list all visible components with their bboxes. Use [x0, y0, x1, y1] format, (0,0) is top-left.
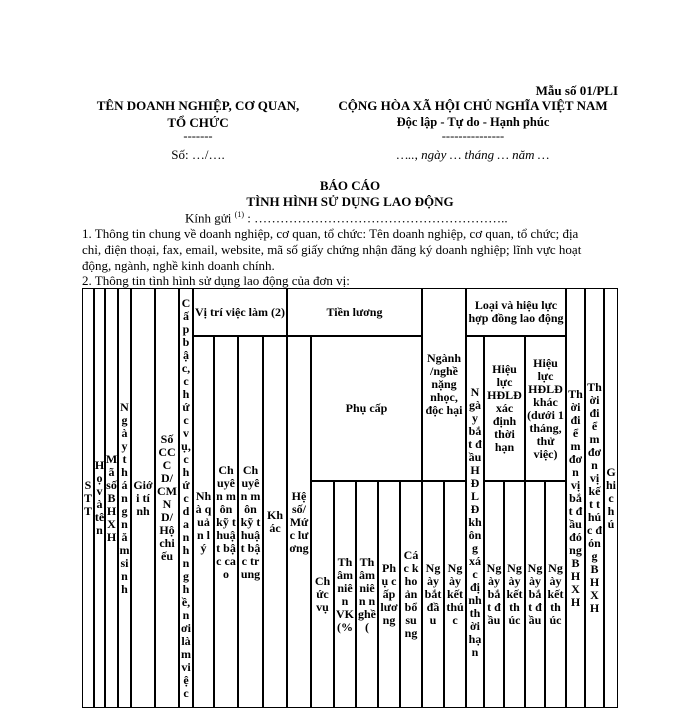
org-name-line2: TỔ CHỨC	[167, 115, 229, 130]
labor-table	[82, 288, 618, 708]
group-allowance: Phụ cấp	[311, 336, 422, 481]
col-rank-position: Cấp bậc, chức vụ, chức danh nghề, nơi làm việc	[179, 288, 193, 708]
group-salary: Tiền lương	[287, 288, 422, 336]
report-subtitle: TÌNH HÌNH SỬ DỤNG LAO ĐỘNG	[246, 194, 454, 209]
group-job-position: Vị trí việc làm (2)	[193, 288, 287, 336]
country-name: CỘNG HÒA XÃ HỘI CHỦ NGHĨA VIỆT NAM	[338, 98, 608, 113]
col-seniority-beyond-frame: Thâm niên VK (%	[334, 481, 356, 708]
info-line2: chỉ, điện thoại, fax, email, website, mã số giấy chứng nhận đăng ký doanh nghiệp; lĩnh vực hoạt	[82, 242, 582, 257]
addressee-line	[185, 210, 508, 226]
report-title: BÁO CÁO	[319, 178, 381, 193]
col-other-contract-start: Ngày bắt đầu	[525, 481, 545, 708]
col-date-of-birth: Ngày tháng năm sinh	[118, 288, 131, 708]
right-divider: ---------------	[441, 129, 505, 143]
date-line: ….., ngày … tháng … năm …	[396, 147, 550, 162]
col-other-position: Khác	[263, 336, 287, 708]
addressee-blank: : …………………………………………………..	[247, 210, 508, 226]
labor-info-heading: 2. Thông tin tình hình sử dụng lao động của đơn vị:	[82, 273, 350, 288]
group-fixed-term-contract: Hiệu lực HĐLĐ xác định thời hạn	[484, 336, 525, 481]
left-divider: -------	[183, 129, 213, 143]
col-fixed-term-end: Ngày kết thúc	[504, 481, 525, 708]
col-position-allowance: Chức vụ	[311, 481, 334, 708]
col-salary-coefficient: Hệ số/Mức lương	[287, 336, 311, 708]
col-other-contract-end: Ngày kết thúc	[545, 481, 566, 708]
col-additional-payments: Các khoản bổ sung	[400, 481, 422, 708]
info-line3: động, ngành, nghề kinh doanh chính.	[82, 258, 275, 273]
form-code: Mẫu số 01/PLI	[535, 83, 618, 98]
col-insurance-start: Thời điểm đơn vị bắt đầu đóng BHXH	[566, 288, 585, 708]
group-other-contract: Hiệu lực HĐLĐ khác (dưới 1 tháng, thử việc)	[525, 336, 566, 481]
addressee-prefix: Kính gửi	[185, 210, 232, 226]
col-indefinite-contract-start: Ngày bắt đầu HĐLĐ không xác định thời hạn	[466, 336, 484, 708]
col-salary-allowance: Phụ cấp lương	[378, 481, 400, 708]
document-number: Số: …/….	[171, 147, 225, 162]
addressee-footnote: (1)	[234, 210, 244, 219]
col-full-name: Họ và tên	[94, 288, 105, 708]
col-seniority-profession: Thâm niên nghề (	[356, 481, 378, 708]
group-labor-contract: Loại và hiệu lực hợp đồng lao động	[466, 288, 566, 336]
col-fixed-term-start: Ngày bắt đầu	[484, 481, 504, 708]
org-name-line1: TÊN DOANH NGHIỆP, CƠ QUAN,	[96, 98, 300, 113]
col-hazardous-end-date: Ngày kết thúc	[444, 481, 466, 708]
col-mid-level-specialist: Chuyên môn kỹ thuật bậc trung	[238, 336, 263, 708]
col-social-insurance-code: Mã số BHXH	[105, 288, 118, 708]
col-insurance-end: Thời điểm đơn vị kết thúc đóng BHXH	[585, 288, 604, 708]
group-hazardous-occupation: Ngành /nghề nặng nhọc, độc hại	[422, 288, 466, 481]
col-manager: Nhà quản lý	[193, 336, 214, 708]
col-notes: Ghi chú	[604, 288, 618, 708]
col-stt: STT	[82, 288, 94, 708]
col-gender: Giới tính	[131, 288, 155, 708]
info-line1: 1. Thông tin chung về doanh nghiệp, cơ quan, tổ chức: Tên doanh nghiệp, cơ quan, tổ chức; địa	[82, 226, 579, 241]
col-id-number: Số CCCD/CMND/Hộ chiếu	[155, 288, 179, 708]
col-hazardous-start-date: Ngày bắt đầu	[422, 481, 444, 708]
national-motto: Độc lập - Tự do - Hạnh phúc	[396, 115, 550, 129]
col-high-level-specialist: Chuyên môn kỹ thuật bậc cao	[214, 336, 238, 708]
